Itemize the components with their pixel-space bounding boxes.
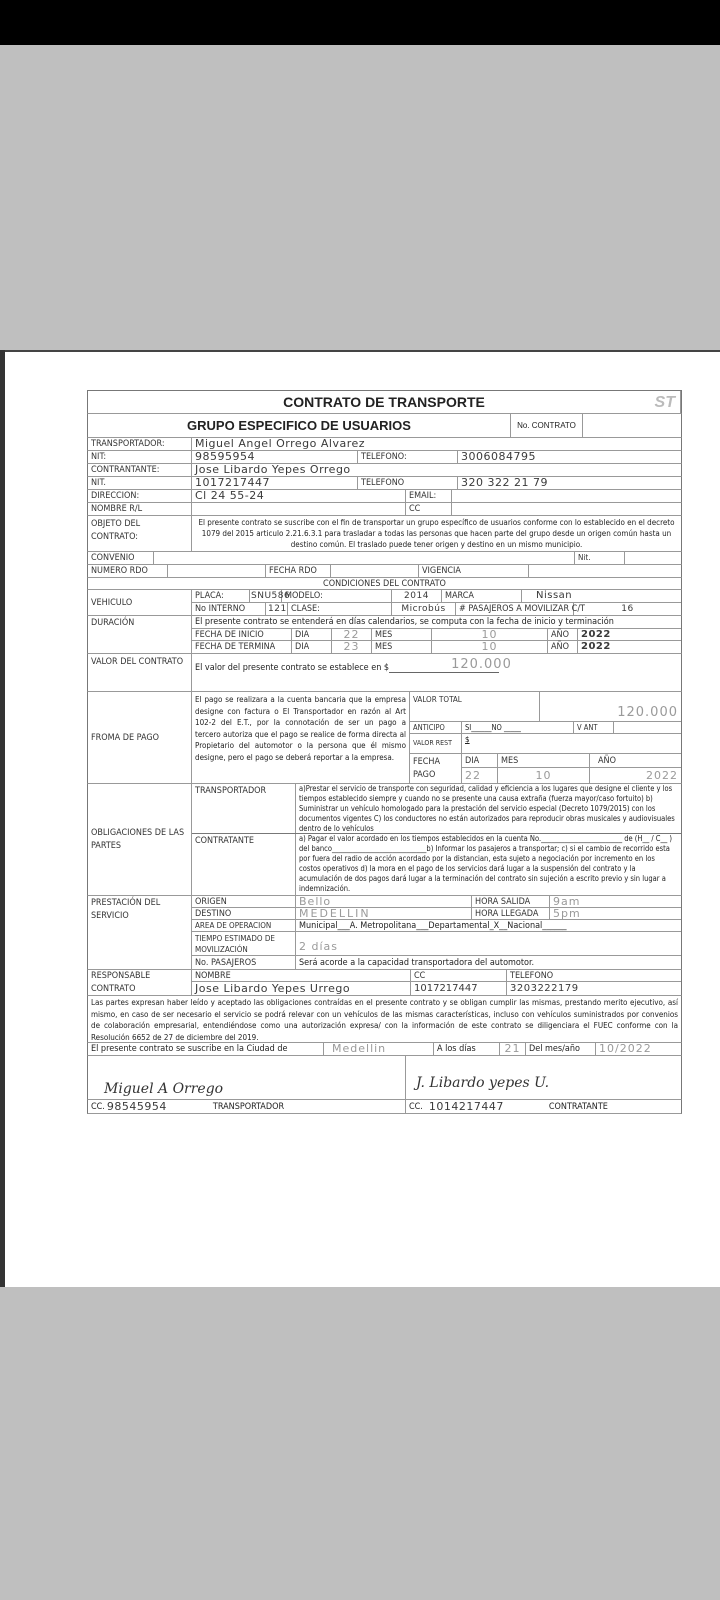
prestacion-row xyxy=(87,896,682,970)
condiciones-title: CONDICIONES DEL CONTRATO xyxy=(323,578,446,589)
valor-text: El valor del presente contrato se establece en $ xyxy=(195,663,390,673)
nit2-value[interactable]: 1017217447 xyxy=(192,477,358,489)
resp-cc-label: CC xyxy=(411,970,507,981)
convenio-nit-label: Nit. xyxy=(575,552,625,564)
firmas-cc-row xyxy=(87,1100,682,1114)
placa-value[interactable]: SNU586 xyxy=(251,591,291,601)
inicio-dia-label: DIA xyxy=(292,629,332,640)
origen-value[interactable]: Bello xyxy=(296,896,472,907)
placa-label: PLACA: xyxy=(192,590,250,602)
rl-cc-value[interactable] xyxy=(452,503,681,515)
company-logo: ST xyxy=(654,394,675,411)
numero-rdo-label: NUMERO RDO xyxy=(88,565,168,577)
suscripcion-text: El presente contrato se suscribe en la Ciudad de xyxy=(88,1043,324,1055)
vant-label: V ANT xyxy=(574,722,614,733)
responsable-label: RESPONSABLE CONTRATO xyxy=(88,970,192,995)
tel1-value[interactable]: 3006084795 xyxy=(461,450,536,463)
inicio-ano-value[interactable]: 2022 xyxy=(581,628,611,640)
tel1-label: TELEFONO: xyxy=(358,451,458,463)
vehiculo-label: VEHICULO xyxy=(88,590,192,615)
fecha-rdo-label: FECHA RDO xyxy=(266,565,331,577)
hora-salida-value[interactable]: 9am xyxy=(553,894,581,908)
direccion-row xyxy=(87,490,682,503)
tel2-label: TELEFONO xyxy=(358,477,458,489)
valor-rest-label: VALOR REST xyxy=(410,734,462,753)
no-pasajeros-label: No. PASAJEROS xyxy=(192,956,296,969)
hora-llegada-label: HORA LLEGADA xyxy=(472,908,550,919)
resp-cc-value[interactable]: 1017217447 xyxy=(411,982,507,995)
resp-nombre-label: NOMBRE xyxy=(192,970,411,981)
hora-llegada-value[interactable]: 5pm xyxy=(553,906,581,920)
inicio-mes-value[interactable]: 10 xyxy=(432,629,548,640)
tiempo-value[interactable]: 2 días xyxy=(299,940,339,953)
transportador-value[interactable]: Miguel Angel Orrego Alvarez xyxy=(195,437,366,450)
rl-cc-label: CC xyxy=(406,503,452,515)
destino-label: DESTINO xyxy=(192,908,296,919)
contract-form xyxy=(87,390,682,1114)
contratante-cc-label: CC. xyxy=(409,1101,423,1112)
vehiculo-row xyxy=(87,590,682,616)
interno-label: No INTERNO xyxy=(192,603,266,615)
suscripcion-mes[interactable]: 10/2022 xyxy=(599,1042,652,1055)
obligaciones-row xyxy=(87,784,682,896)
nit2-label: NIT. xyxy=(88,477,192,489)
contratante-cc-value[interactable]: 1014217447 xyxy=(428,1099,504,1113)
status-bar xyxy=(0,0,720,45)
numero-rdo-value[interactable] xyxy=(168,565,266,577)
objeto-row xyxy=(87,516,682,552)
interno-value[interactable]: 121 xyxy=(268,604,287,614)
rdo-row xyxy=(87,565,682,578)
contratante-label: CONTRANTANTE: xyxy=(88,464,192,476)
no-pasajeros-text: Será acorde a la capacidad transportadora del automotor. xyxy=(299,957,535,968)
email-value[interactable] xyxy=(452,490,681,502)
pago-text: El pago se realizara a la cuenta bancaria que la empresa designe con factura o El Transportador en razón al Art 102-2 del E.T., por la connotación de ser un pago a tercero autoriza que el pago se realice de forma directa al Propietario del automotor o la persona que él mismo designe, pero el pago se deberá reportar a la empresa. xyxy=(192,692,410,783)
nombre-rl-row xyxy=(87,503,682,516)
resp-tel-value[interactable]: 3203222179 xyxy=(510,982,579,994)
nombre-rl-label: NOMBRE R/L xyxy=(88,503,192,515)
vant-value[interactable] xyxy=(614,722,681,733)
pago-row xyxy=(87,692,682,784)
nombre-rl-value[interactable] xyxy=(192,503,406,515)
area-options[interactable]: Municipal___A. Metropolitana___Departamental_X__Nacional______ xyxy=(299,920,567,931)
pago-label: FROMA DE PAGO xyxy=(88,692,192,783)
transportador-row xyxy=(87,438,682,451)
valor-total-value[interactable]: 120.000 xyxy=(617,705,678,720)
oblig-contratante-text: a) Pagar el valor acordado en los tiempos establecidos en la cuenta No.________________________ de (H__ / C__ ) del banco____________________________b) Informar los pasajeros a transportar; c) si el cambio de recorrido esta por fuera del radio de acción acordado por la distancian, esta sujeto a negociación por incremento en los costos operativos d) la mora en el pago de los servicios dará lugar a la suspensión del contrato y la acumulación de dos pagos dará lugar a la terminación del contrato sin sujeción a escrito previo y sin lugar a indemnización. xyxy=(299,834,673,893)
oblig-transportador-text: a)Prestar el servicio de transporte con seguridad, calidad y eficiencia a los lugares que designe el cliente y los tiempos establecido siempre y cuando no se presente una causa extraña (fuerza mayor/caso fortuito) b) Suministrar un vehículo homologado para la prestación del servicio especial (Decreto 1079/2015) con los documentos vigentes C) los conductores no están autorizados para reproducir obras musicales y audiovisuales dentro de lo vehículos xyxy=(299,784,675,833)
pago-ano-value[interactable]: 2022 xyxy=(646,768,678,782)
convenio-row xyxy=(87,552,682,565)
form-subtitle: GRUPO ESPECIFICO DE USUARIOS xyxy=(88,414,511,437)
duracion-text: El presente contrato se entenderá en días calendarios, se computa con la fecha de inicio y terminación xyxy=(192,616,681,629)
obligaciones-label: OBLIGACIONES DE LAS PARTES xyxy=(88,784,192,895)
termina-dia-label: DIA xyxy=(292,641,332,653)
modelo-label: MODELO: xyxy=(282,590,392,602)
no-contrato-value[interactable] xyxy=(583,414,681,437)
anticipo-label: ANTICIPO xyxy=(410,722,462,733)
page-edge xyxy=(0,350,5,1287)
inicio-ano-label: AÑO xyxy=(548,629,578,640)
contratante-signature: J. Libardo yepes U. xyxy=(416,1075,550,1091)
responsable-row xyxy=(87,970,682,996)
termina-mes-label: MES xyxy=(372,641,432,653)
suscripcion-mes-label: Del mes/año xyxy=(526,1043,596,1055)
termina-dia-value[interactable]: 23 xyxy=(332,641,372,653)
convenio-nit-value[interactable] xyxy=(625,552,681,564)
objeto-text: El presente contrato se suscribe con el fin de transportar un grupo específico de usuarios conforme con lo establecido en el decreto 1079 del 2015 articulo 2.21.6.3.1 para trasladar a todas las personas que hacen parte del grupo desde un origen común hasta un destino común. El traslado puede tener origen y destino en un mismo municipio. xyxy=(198,518,675,549)
nit1-value[interactable]: 98595954 xyxy=(192,451,358,463)
hora-salida-label: HORA SALIDA xyxy=(472,896,550,907)
destino-value[interactable]: MEDELLIN xyxy=(296,908,472,919)
resp-nombre-value[interactable]: Jose Libardo Yepes Urrego xyxy=(192,982,411,995)
valor-row xyxy=(87,654,682,692)
tel2-value[interactable]: 320 322 21 79 xyxy=(461,476,548,489)
subtitle-row xyxy=(87,414,682,438)
convenio-label: CONVENIO xyxy=(88,552,154,564)
vigencia-value[interactable] xyxy=(529,565,681,577)
termina-ano-value[interactable]: 2022 xyxy=(581,641,611,652)
fecha-rdo-value[interactable] xyxy=(331,565,419,577)
tiempo-label: TIEMPO ESTIMADO DE MOVILIZACIÓN xyxy=(192,932,296,955)
transportador-label: TRANSPORTADOR: xyxy=(88,438,192,450)
pago-mes-value[interactable]: 10 xyxy=(498,768,590,783)
vigencia-label: VIGENCIA xyxy=(419,565,529,577)
nit1-row xyxy=(87,451,682,464)
condiciones-row xyxy=(87,578,682,590)
transportador-cc-label: CC. xyxy=(91,1101,105,1112)
marca-label: MARCA xyxy=(442,590,522,602)
contratante-row xyxy=(87,464,682,477)
firmas-row xyxy=(87,1056,682,1100)
email-label: EMAIL: xyxy=(406,490,452,502)
pago-dia-value[interactable]: 22 xyxy=(462,768,498,783)
valor-total-label: VALOR TOTAL xyxy=(410,692,540,721)
fecha-inicio-label: FECHA DE INICIO xyxy=(192,629,292,640)
valor-rest-value[interactable]: $ xyxy=(465,735,470,744)
termina-ano-label: AÑO xyxy=(548,641,578,653)
oblig-contratante-label: CONTRATANTE xyxy=(192,834,296,895)
pago-mes-label: MES xyxy=(498,754,590,767)
nit2-row xyxy=(87,477,682,490)
duracion-label: DURACIÓN xyxy=(88,616,192,653)
oblig-transportador-label: TRANSPORTADOR xyxy=(192,784,296,833)
termina-mes-value[interactable]: 10 xyxy=(432,641,548,653)
suscripcion-dias[interactable]: 21 xyxy=(500,1043,526,1055)
pago-dia-label: DIA xyxy=(462,754,498,767)
inicio-dia-value[interactable]: 22 xyxy=(332,629,372,640)
marca-value[interactable]: Nissan xyxy=(536,590,573,601)
convenio-value[interactable] xyxy=(154,552,575,564)
clausula-row xyxy=(87,996,682,1043)
duracion-row xyxy=(87,616,682,654)
valor-amount[interactable]: 120.000 xyxy=(451,657,512,672)
transportador-sign-label: TRANSPORTADOR xyxy=(212,1101,285,1112)
clase-label: CLASE: xyxy=(288,603,392,615)
fecha-termina-label: FECHA DE TERMINA xyxy=(192,641,292,653)
pasajeros-movilizar-label: # PASAJEROS A MOVILIZAR C/T xyxy=(456,603,574,615)
suscripcion-dias-label: A los días xyxy=(434,1043,500,1055)
transportador-cc-value[interactable]: 98545954 xyxy=(106,1099,167,1113)
pago-ano-label: AÑO xyxy=(598,755,616,766)
area-label: AREA DE OPERACION xyxy=(192,920,296,931)
form-title: CONTRATO DE TRANSPORTE xyxy=(88,391,681,413)
fecha-pago-label: FECHA PAGO xyxy=(410,754,462,783)
pasajeros-movilizar-value[interactable]: 16 xyxy=(621,604,634,614)
transportador-signature: Miguel A Orrego xyxy=(88,1056,406,1099)
no-contrato-label: No. CONTRATO xyxy=(511,414,583,437)
resp-tel-label: TELEFONO xyxy=(510,970,554,981)
inicio-mes-label: MES xyxy=(372,629,432,640)
contratante-value[interactable]: Jose Libardo Yepes Orrego xyxy=(195,463,351,476)
clase-value[interactable]: Microbús xyxy=(392,603,456,615)
objeto-label: OBJETO DEL CONTRATO: xyxy=(88,516,192,551)
direccion-value[interactable]: Cl 24 55-24 xyxy=(192,490,406,502)
suscripcion-ciudad[interactable]: Medellin xyxy=(324,1043,434,1055)
prestacion-label: PRESTACIÓN DEL SERVICIO xyxy=(88,896,192,969)
valor-label: VALOR DEL CONTRATO xyxy=(88,654,192,691)
clausula-text: Las partes expresan haber leído y aceptado las obligaciones contraídas en el presente contrato y se obligan cumplir las mismas, prestando merito ejecutivo, así mismo, en caso de ser necesario el servicio se podrá relevar con un vehículos de las mismas características, incluso con vehículos suministrados por convenios de colaboración empresarial, entendiéndose como una autorización expresa/ con la información de este contrato se diligenciara el FUEC conforme con la Resolución 6652 de 27 de diciembre del 2019. xyxy=(91,998,678,1042)
direccion-label: DIRECCION: xyxy=(88,490,192,502)
contratante-sign-label: CONTRATANTE xyxy=(548,1101,608,1112)
anticipo-si-no[interactable]: SI______NO _____ xyxy=(462,722,574,733)
origen-label: ORIGEN xyxy=(192,896,296,907)
nit1-label: NIT: xyxy=(88,451,192,463)
modelo-value[interactable]: 2014 xyxy=(392,590,442,602)
suscripcion-row xyxy=(87,1043,682,1056)
title-row xyxy=(87,390,682,414)
